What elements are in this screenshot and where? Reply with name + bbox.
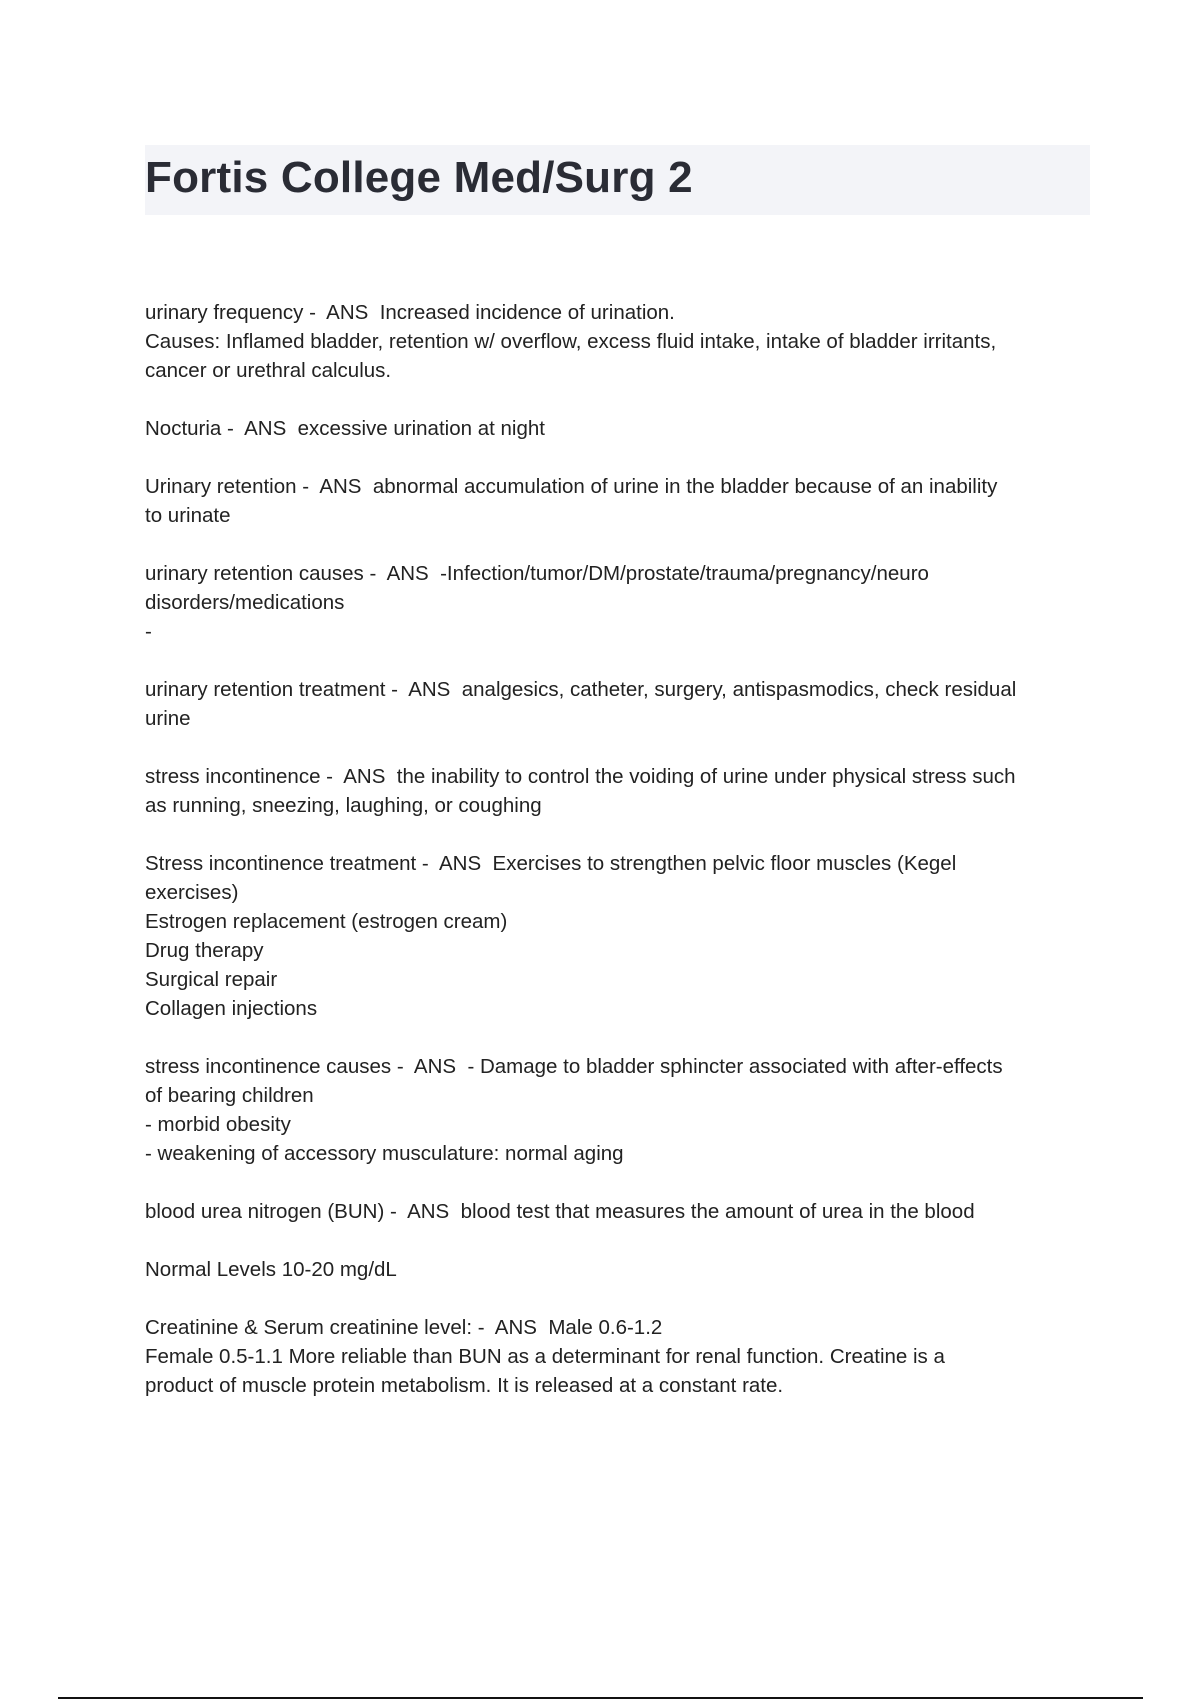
flashcard-entry (145, 849, 1095, 1023)
entry-line: - (145, 620, 152, 643)
entry-line: urine (145, 707, 191, 730)
flashcard-entry (145, 1255, 1095, 1284)
entry-line: exercises) (145, 881, 239, 904)
title-band (145, 145, 1090, 215)
entry-line: stress incontinence causes - ANS - Damage to bladder sphincter associated with after-effects (145, 1055, 1003, 1078)
entry-line: Estrogen replacement (estrogen cream) (145, 910, 508, 933)
entry-line: Creatinine & Serum creatinine level: - ANS Male 0.6-1.2 (145, 1316, 663, 1339)
entry-line: Collagen injections (145, 997, 318, 1020)
entry-line: Normal Levels 10-20 mg/dL (145, 1258, 397, 1281)
page-title: Fortis College Med/Surg 2 (145, 153, 693, 202)
entry-line: urinary retention treatment - ANS analgesics, catheter, surgery, antispasmodics, check residual (145, 678, 1017, 701)
entry-line: to urinate (145, 504, 231, 527)
flashcard-entry (145, 559, 1095, 646)
flashcard-entry (145, 1313, 1095, 1400)
entry-line: cancer or urethral calculus. (145, 359, 392, 382)
entry-line: Nocturia - ANS excessive urination at night (145, 417, 545, 440)
entry-line: product of muscle protein metabolism. It is released at a constant rate. (145, 1374, 784, 1397)
flashcard-entry (145, 762, 1095, 820)
entry-line: urinary retention causes - ANS -Infection/tumor/DM/prostate/trauma/pregnancy/neuro (145, 562, 929, 585)
entry-line: Female 0.5-1.1 More reliable than BUN as a determinant for renal function. Creatine is a (145, 1345, 945, 1368)
entry-line: as running, sneezing, laughing, or coughing (145, 794, 542, 817)
entry-line: stress incontinence - ANS the inability to control the voiding of urine under physical stress such (145, 765, 1016, 788)
flashcard-entry (145, 675, 1095, 733)
entry-line: Causes: Inflamed bladder, retention w/ overflow, excess fluid intake, intake of bladder irritants, (145, 330, 997, 353)
entry-line: Urinary retention - ANS abnormal accumulation of urine in the bladder because of an inability (145, 475, 998, 498)
flashcard-entry (145, 414, 1095, 443)
entry-line: Drug therapy (145, 939, 264, 962)
entry-line: Stress incontinence treatment - ANS Exercises to strengthen pelvic floor muscles (Kegel (145, 852, 957, 875)
entry-line: - weakening of accessory musculature: normal aging (145, 1142, 624, 1165)
entry-line: - morbid obesity (145, 1113, 291, 1136)
flashcard-list (145, 298, 1095, 1429)
entry-line: disorders/medications (145, 591, 345, 614)
flashcard-entry (145, 1197, 1095, 1226)
footer-rule (58, 1697, 1143, 1699)
entry-line: urinary frequency - ANS Increased incidence of urination. (145, 301, 675, 324)
flashcard-entry (145, 472, 1095, 530)
entry-line: Surgical repair (145, 968, 278, 991)
flashcard-entry (145, 1052, 1095, 1168)
entry-line: of bearing children (145, 1084, 314, 1107)
entry-line: blood urea nitrogen (BUN) - ANS blood test that measures the amount of urea in the blood (145, 1200, 975, 1223)
flashcard-entry (145, 298, 1095, 385)
